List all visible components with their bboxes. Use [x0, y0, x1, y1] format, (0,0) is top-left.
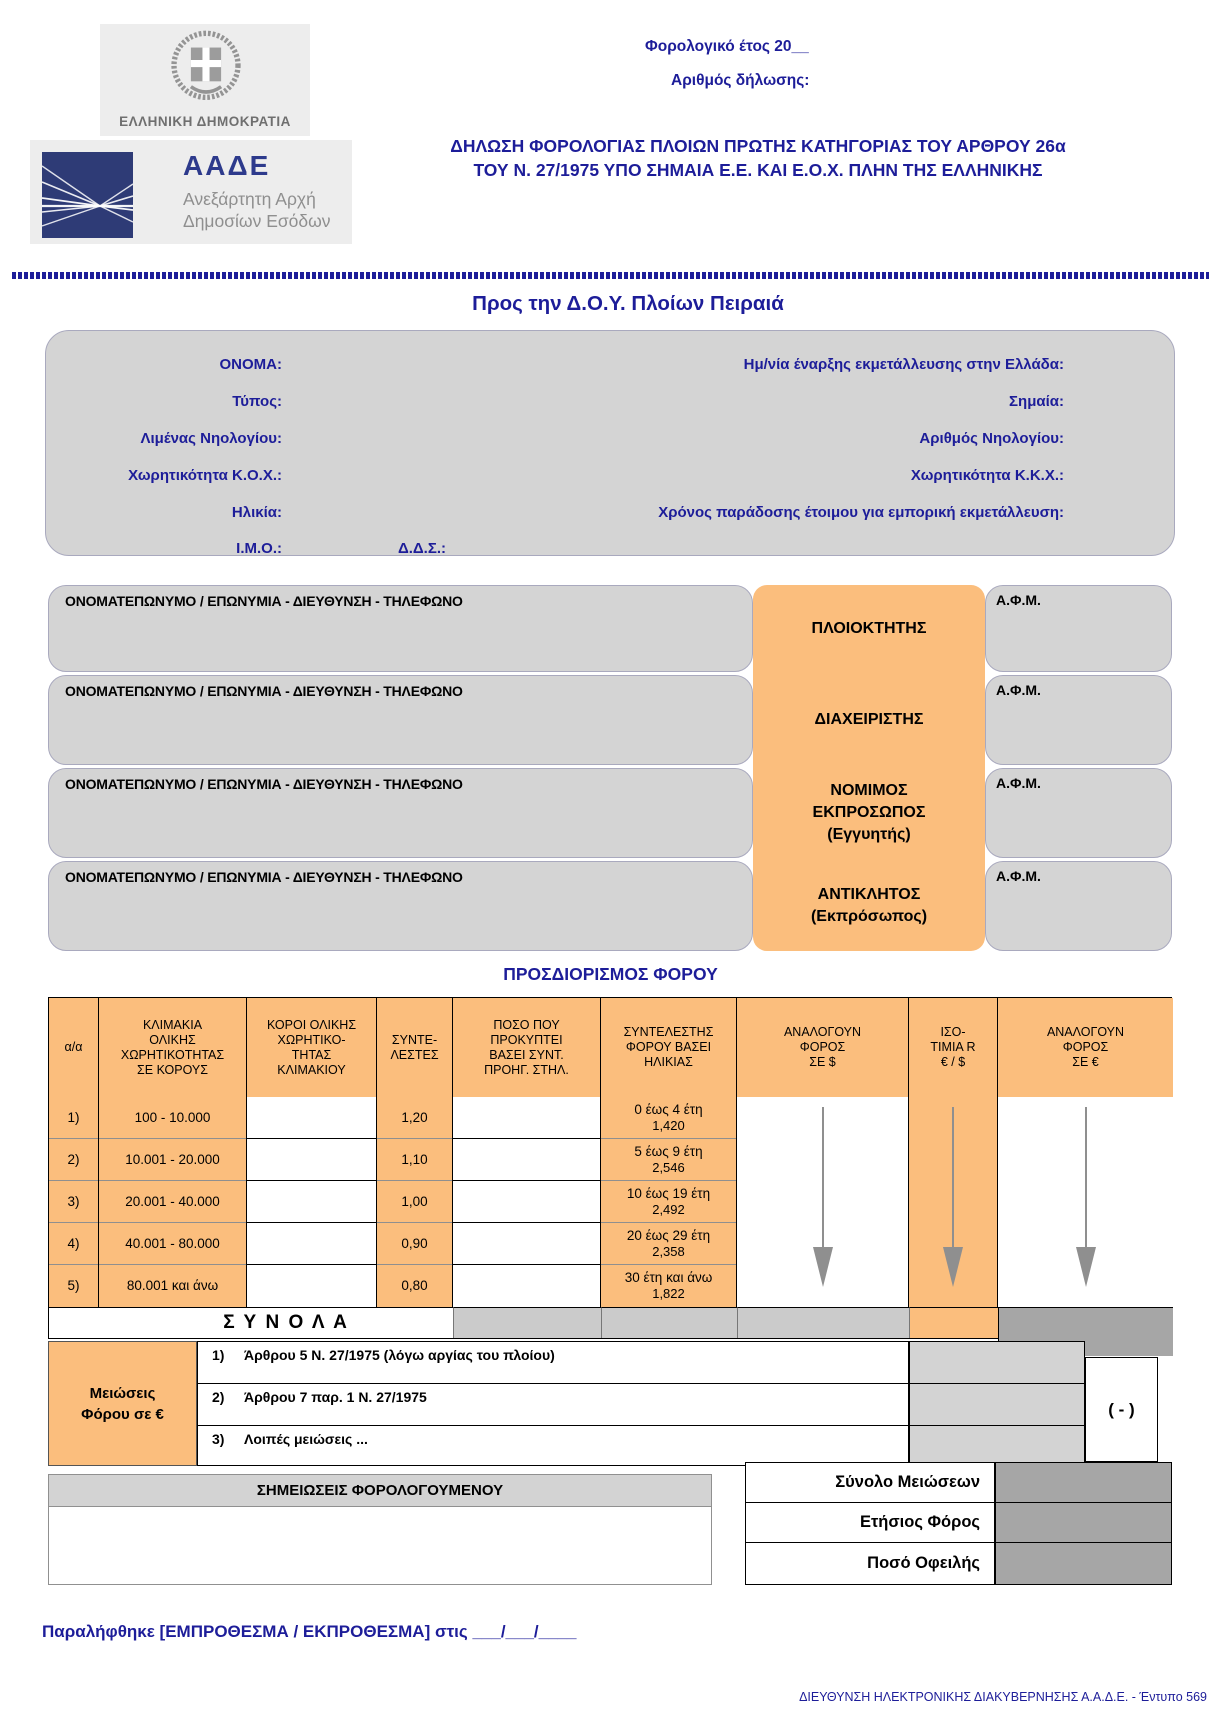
bracket-tons-input-cell[interactable]: [247, 1265, 376, 1307]
registry-number-label: Αριθμός Νηολογίου:: [919, 430, 1064, 447]
col-header-exchange-rate: ΙΣΟ- ΤΙΜΙΑ R € / $: [909, 998, 998, 1097]
reduction-value-cell-2[interactable]: [909, 1383, 1085, 1426]
role-line: (Εκπρόσωπος): [810, 908, 928, 925]
bracket-tons-input-cell[interactable]: [247, 1139, 376, 1181]
role-line: (Εγγυητής): [827, 826, 911, 843]
col-header-tax-usd: ΑΝΑΛΟΓΟΥΝ ΦΟΡΟΣ ΣΕ $: [737, 998, 909, 1097]
role-line: ΝΟΜΙΜΟΣ: [830, 782, 908, 799]
taxpayer-notes-area[interactable]: [48, 1506, 712, 1585]
bracket-range: 40.001 - 80.000: [99, 1223, 246, 1265]
addressee-heading: Προς την Δ.Ο.Υ. Πλοίων Πειραιά: [472, 292, 784, 315]
col-header-age-factor: ΣΥΝΤΕΛΕΣΤΗΣ ΦΟΡΟΥ ΒΑΣΕΙ ΗΛΙΚΙΑΣ: [601, 998, 737, 1097]
exchange-rate-column[interactable]: [909, 1097, 998, 1307]
afm-label: Α.Φ.Μ.: [996, 868, 1041, 884]
ship-row-imo: [46, 540, 1174, 566]
age-factor-column: [601, 1097, 737, 1307]
tax-year-label: Φορολογικό έτος 20__: [645, 38, 809, 55]
resulting-amount-input-cell[interactable]: [453, 1223, 600, 1265]
legal-representative-afm-box[interactable]: [985, 768, 1172, 858]
received-date-line: Παραλήφθηκε [ΕΜΠΡΟΘΕΣΜΑ / ΕΚΠΡΟΘΕΣΜΑ] στις ___/___/____: [42, 1622, 577, 1641]
col-header-tax-eur: ΑΝΑΛΟΓΟΥΝ ΦΟΡΟΣ ΣΕ €: [998, 998, 1173, 1097]
bracket-tons-input-cell[interactable]: [247, 1181, 376, 1223]
role-line: ΠΛΟΙΟΚΤΗΤΗΣ: [811, 619, 927, 637]
role-line: ΕΚΠΡΟΣΩΠΟΣ: [812, 804, 926, 821]
total-reductions-label: Σύνολο Μειώσεων: [745, 1462, 995, 1503]
process-agent-afm-box[interactable]: [985, 861, 1172, 951]
dds-label: Δ.Δ.Σ.:: [397, 540, 446, 557]
amount-due-label: Ποσό Οφειλής: [745, 1542, 995, 1585]
legal-representative-role-label: [753, 768, 985, 858]
coefficient-value: 0,90: [377, 1223, 452, 1265]
party-info-header: ΟΝΟΜΑΤΕΠΩΝΥΜΟ / ΕΠΩΝΥΜΙΑ - ΔΙΕΥΘΥΝΣΗ - ΤΗΛΕΦΩΝΟ: [65, 869, 463, 885]
minus-sign-box: ( - ): [1085, 1357, 1158, 1462]
manager-role-label: [753, 675, 985, 765]
manager-info-box[interactable]: [48, 675, 753, 765]
row-index: 2): [49, 1139, 98, 1181]
annual-tax-value-cell[interactable]: [995, 1502, 1172, 1543]
role-line: ΑΝΤΙΚΛΗΤΟΣ: [817, 886, 921, 903]
bracket-tons-input-cell[interactable]: [247, 1223, 376, 1265]
resulting-amount-input-cell[interactable]: [453, 1097, 600, 1139]
reduction-value-cell-1[interactable]: [909, 1341, 1085, 1384]
tax-section-title: ΠΡΟΣΔΙΟΡΙΣΜΟΣ ΦΟΡΟΥ: [503, 964, 718, 984]
amount-due-value-cell[interactable]: [995, 1542, 1172, 1585]
coefficient-value: 0,80: [401, 1278, 428, 1293]
legal-representative-info-box[interactable]: [48, 768, 753, 858]
bracket-range: 20.001 - 40.000: [99, 1181, 246, 1223]
total-reductions-value-cell[interactable]: [995, 1462, 1172, 1503]
col-header-tonnage-brackets: ΚΛΙΜΑΚΙΑ ΟΛΙΚΗΣ ΧΩΡΗΤΙΚΟΤΗΤΑΣ ΣΕ ΚΟΡΟΥΣ: [99, 998, 247, 1097]
aade-logo-icon: [42, 152, 133, 238]
age-factor-cell: 0 έως 4 έτη 1,420: [601, 1097, 736, 1139]
shipowner-role-label: [753, 585, 985, 672]
aade-name-line2: Δημοσίων Εσόδων: [183, 211, 331, 231]
party-info-header: ΟΝΟΜΑΤΕΠΩΝΥΜΟ / ΕΠΩΝΥΜΙΑ - ΔΙΕΥΘΥΝΣΗ - ΤΗΛΕΦΩΝΟ: [65, 683, 463, 699]
bracket-range: 100 - 10.000: [99, 1097, 246, 1139]
reduction-item-2: 2) Άρθρου 7 παρ. 1 Ν. 27/1975: [197, 1383, 909, 1426]
age-factor-cell: 20 έως 29 έτη 2,358: [601, 1223, 736, 1265]
dotted-separator: [12, 272, 1209, 279]
col-header-coefficients: ΣΥΝΤΕ- ΛΕΣΤΕΣ: [377, 998, 453, 1097]
ship-age-label: Ηλικία:: [231, 504, 282, 521]
declaration-number-label: Αριθμός δήλωσης:: [671, 72, 810, 89]
col-header-index: α/α: [49, 998, 99, 1097]
bracket-tons-column: [247, 1097, 377, 1307]
ship-flag-label: Σημαία:: [1009, 393, 1064, 410]
registry-port-label: Λιμένας Νηολογίου:: [140, 430, 282, 447]
party-info-header: ΟΝΟΜΑΤΕΠΩΝΥΜΟ / ΕΠΩΝΥΜΙΑ - ΔΙΕΥΘΥΝΣΗ - ΤΗΛΕΦΩΝΟ: [65, 776, 463, 792]
bracket-range: 10.001 - 20.000: [99, 1139, 246, 1181]
net-tonnage-label: Χωρητικότητα Κ.Κ.Χ.:: [910, 467, 1064, 484]
reductions-label-line: Μειώσεις: [89, 1384, 156, 1402]
ship-row-registry-port: [46, 430, 1174, 456]
bracket-tons-input-cell[interactable]: [247, 1097, 376, 1139]
down-arrow-icon: [940, 1097, 966, 1297]
coefficient-value: 1,10: [377, 1139, 452, 1181]
form-title-line2: ΤΟΥ Ν. 27/1975 ΥΠΟ ΣΗΜΑΙΑ Ε.Ε. ΚΑΙ Ε.Ο.Χ. ΠΛΗΝ ΤΗΣ ΕΛΛΗΝΙΚΗΣ: [473, 160, 1043, 180]
row-index: 1): [49, 1097, 98, 1139]
afm-label: Α.Φ.Μ.: [996, 682, 1041, 698]
down-arrow-icon: [810, 1097, 836, 1297]
ship-row-gross-tonnage: [46, 467, 1174, 493]
afm-label: Α.Φ.Μ.: [996, 592, 1041, 608]
age-factor-cell: 10 έως 19 έτη 2,492: [601, 1181, 736, 1223]
reduction-value-cell-3[interactable]: [909, 1425, 1085, 1466]
ship-name-label: ΟΝΟΜΑ:: [219, 356, 282, 373]
row-index: 5): [67, 1278, 80, 1293]
ship-row-name: [46, 356, 1174, 382]
totals-usd-cell[interactable]: [737, 1307, 909, 1338]
col-header-bracket-tons: ΚΟΡΟΙ ΟΛΙΚΗΣ ΧΩΡΗΤΙΚΟ- ΤΗΤΑΣ ΚΛΙΜΑΚΙΟΥ: [247, 998, 377, 1097]
aade-acronym: ΑΑΔΕ: [183, 150, 271, 181]
reduction-item-1: 1) Άρθρου 5 Ν. 27/1975 (λόγω αργίας του πλοίου): [197, 1341, 909, 1384]
reductions-header-box: [48, 1341, 197, 1466]
totals-amount-cell[interactable]: [453, 1307, 601, 1338]
tax-determination-table: [48, 997, 1172, 1339]
shipowner-info-box[interactable]: [48, 585, 753, 672]
row-index: 4): [49, 1223, 98, 1265]
bracket-column: [99, 1097, 247, 1307]
ship-type-label: Τύπος:: [232, 393, 282, 410]
reduction-item-3: 3) Λοιπές μειώσεις ...: [197, 1425, 909, 1466]
resulting-amount-input-cell[interactable]: [453, 1265, 600, 1307]
resulting-amount-input-cell[interactable]: [453, 1139, 600, 1181]
party-info-header: ΟΝΟΜΑΤΕΠΩΝΥΜΟ / ΕΠΩΝΥΜΙΑ - ΔΙΕΥΘΥΝΣΗ - ΤΗΛΕΦΩΝΟ: [65, 593, 463, 609]
col-header-resulting-amount: ΠΟΣΟ ΠΟΥ ΠΡΟΚΥΠΤΕΙ ΒΑΣΕΙ ΣΥΝΤ. ΠΡΟΗΓ. ΣΤΗΛ.: [453, 998, 601, 1097]
coefficient-value: 1,20: [377, 1097, 452, 1139]
taxpayer-notes-header: ΣΗΜΕΙΩΣΕΙΣ ΦΟΡΟΛΟΓΟΥΜΕΝΟΥ: [48, 1474, 712, 1507]
ship-start-date-label: Ημ/νία έναρξης εκμετάλλευσης στην Ελλάδα:: [743, 356, 1064, 373]
afm-label: Α.Φ.Μ.: [996, 775, 1041, 791]
delivery-time-label: Χρόνος παράδοσης έτοιμου για εμπορική εκμετάλλευση:: [658, 504, 1064, 521]
imo-label: Ι.Μ.Ο.:: [236, 540, 282, 557]
totals-rate-cell: [909, 1307, 998, 1338]
bracket-range: 80.001 και άνω: [126, 1278, 219, 1293]
coat-of-arms-icon: [166, 28, 246, 108]
form-title: [420, 134, 1096, 182]
form-reference: ΔΙΕΥΘΥΝΣΗ ΗΛΕΚΤΡΟΝΙΚΗΣ ΔΙΑΚΥΒΕΡΝΗΣΗΣ Α.Α.Δ.Ε. - Έντυπο 569: [799, 1690, 1207, 1704]
form-title-line1: ΔΗΛΩΣΗ ΦΟΡΟΛΟΓΙΑΣ ΠΛΟΙΩΝ ΠΡΩΤΗΣ ΚΑΤΗΓΟΡΙΑΣ ΤΟΥ ΑΡΘΡΟΥ 26α: [450, 136, 1066, 156]
role-line: ΔΙΑΧΕΙΡΙΣΤΗΣ: [814, 711, 924, 728]
ship-details-panel: [45, 330, 1175, 556]
down-arrow-icon: [1073, 1097, 1099, 1297]
coefficient-column: [377, 1097, 453, 1307]
age-factor-cell: 5 έως 9 έτη 2,546: [601, 1139, 736, 1181]
ship-row-age: [46, 504, 1174, 530]
coefficient-value: 1,00: [377, 1181, 452, 1223]
ship-row-type: [46, 393, 1174, 419]
resulting-amount-column: [453, 1097, 601, 1307]
row-index: 3): [49, 1181, 98, 1223]
hellenic-republic-label: ΕΛΛΗΝΙΚΗ ΔΗΜΟΚΡΑΤΙΑ: [119, 114, 291, 129]
reductions-label-line: Φόρου σε €: [81, 1405, 164, 1423]
tax-eur-column[interactable]: [998, 1097, 1173, 1307]
age-factor-cell: 30 έτη και άνω 1,822: [624, 1270, 713, 1301]
tax-usd-column[interactable]: [737, 1097, 909, 1307]
totals-age-cell[interactable]: [601, 1307, 737, 1338]
totals-label-cell: Σ Υ Ν Ο Λ Α: [49, 1307, 453, 1338]
index-column: [49, 1097, 99, 1307]
process-agent-info-box[interactable]: [48, 861, 753, 951]
resulting-amount-input-cell[interactable]: [453, 1181, 600, 1223]
annual-tax-label: Ετήσιος Φόρος: [745, 1502, 995, 1543]
aade-name-line1: Ανεξάρτητη Αρχή: [183, 189, 316, 209]
shipowner-afm-box[interactable]: [985, 585, 1172, 672]
gross-tonnage-label: Χωρητικότητα Κ.Ο.Χ.:: [128, 467, 282, 484]
process-agent-role-label: [753, 861, 985, 951]
manager-afm-box[interactable]: [985, 675, 1172, 765]
